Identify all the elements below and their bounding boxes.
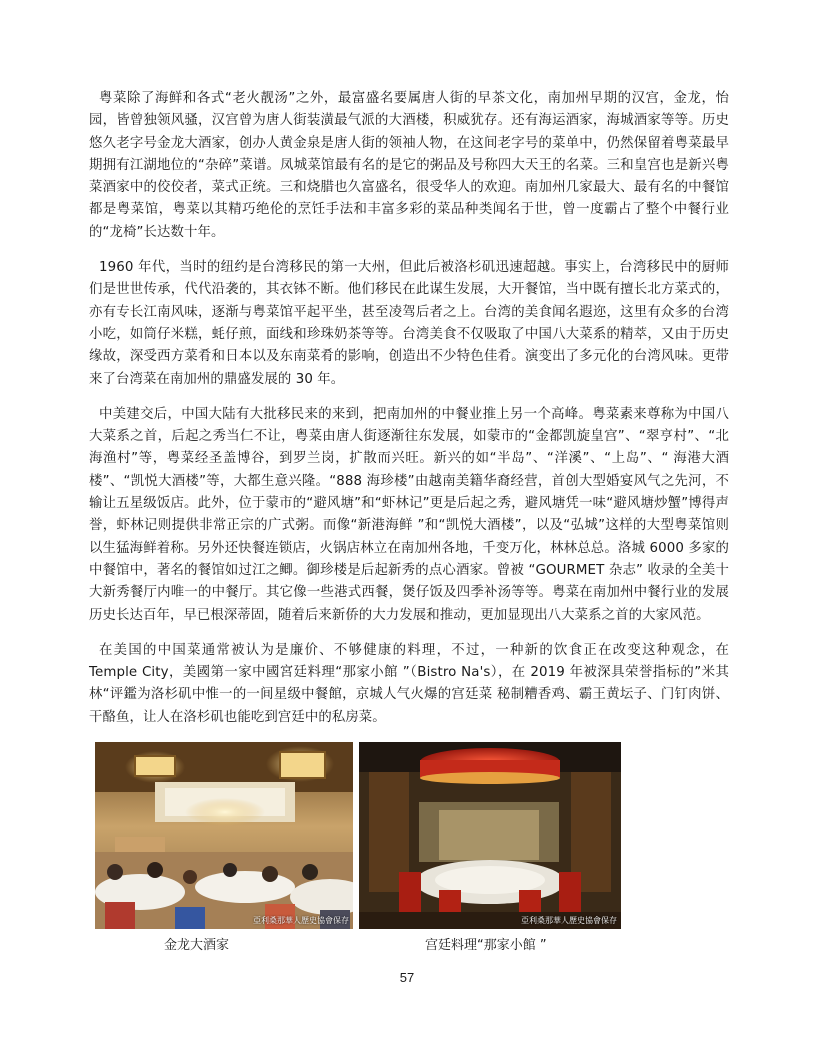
photo-watermark: 亞利桑那華人歷史協會保存 (253, 916, 349, 925)
photo-watermark: 亞利桑那華人歷史協會保存 (521, 916, 617, 925)
paragraph-cantonese-cuisine: 粤菜除了海鲜和各式“老火靓汤”之外，最富盛名要属唐人街的早茶文化，南加州早期的汉宫，金龙，怡园，皆曾独领风骚，汉宫曾为唐人街装潢最气派的大酒楼，积威犹存。还有海运酒家，海城酒家等等。历史悠久老字号金龙大酒家，创办人黄金泉是唐人街的领袖人物，在这间老字号的菜单中，仍然保留着粤菜最早期拥有江湖地位的“杂碎”菜谱。凤城菜馆最有名的是它的粥品及号称四大天王的名菜。三和皇宫也是新兴粤菜酒家中的佼佼者，菜式正统。三和烧腊也久富盛名，很受华人的欢迎。南加州几家最大、最有名的中餐馆都是粤菜馆，粤菜以其精巧绝伦的烹饪手法和丰富多彩的菜品种类闻名于世，曾一度霸占了整个中餐行业的“龙椅”长达数十年。 (89, 91, 729, 240)
restaurant-banquet-hall-image (95, 742, 353, 929)
photo-caption-bistro-na: 宫廷料理“那家小館 ” (425, 938, 547, 953)
photo-bistro-na (359, 742, 621, 929)
photo-golden-dragon-restaurant (95, 742, 353, 929)
photo-caption-golden-dragon: 金龙大酒家 (164, 938, 230, 953)
document-body (89, 88, 729, 742)
page-number: 57 (399, 970, 415, 985)
paragraph-mainland-immigration: 中美建交后，中国大陆有大批移民来的来到，把南加州的中餐业推上另一个高峰。粤菜素来尊称为中国八大菜系之首，后起之秀当仁不让，粤菜由唐人街逐渐往东发展，如蒙市的“金都凯旋皇宫”、“翠亨村”、“北海渔村”等，粤菜经圣盖博谷，到罗兰岗，扩散而兴旺。新兴的如“半岛”、“洋溪”、“上岛”、“ 海港大酒楼”、“凯悦大酒楼”等，大都生意兴隆。“888 海珍楼”由越南美籍华裔经营，首创大型婚宴风气之先河，不输让五星级饭店。此外，位于蒙市的“避风塘”和“虾林记”更是后起之秀，避风塘凭一味“避风塘炒蟹”博得声誉，虾林记则提供非常正宗的广式粥。而像“新港海鲜 ”和“凯悦大酒楼”，以及“弘城”这样的大型粤菜馆则以生猛海鲜着称。另外还快餐连锁店，火锅店林立在南加州各地，千变万化，林林总总。洛城 6000 多家的中餐馆中，著名的餐馆如过江之鲫。御珍楼是后起新秀的点心酒家。曾被 “GOURMET 杂志” 收录的全美十大新秀餐厅内唯一的中餐厅。其它像一些港式西餐，煲仔饭及四季补汤等等。粤菜在南加州中餐行业的发展历史长达百年，早已根深蒂固，随着后来新侨的大力发展和推动，更加显现出八大菜系之首的大家风范。 (89, 406, 729, 623)
private-dining-room-image (359, 742, 621, 929)
paragraph-imperial-cuisine: 在美国的中国菜通常被认为是廉价、不够健康的料理，不过，一种新的饮食正在改变这种观念，在 Temple City，美國第一家中國宮廷料理“那家小館 ”（Bistro Na's），在 2019 年被深具荣誉指标的”米其林“评鑑为洛杉矶中惟一的一间星级中餐館，京城人气火爆的宫廷菜 秘制糟香鸡、霸王黄坛子、门钉肉饼、干酪鱼，让人在洛杉矶也能吃到宫廷中的私房菜。 (89, 642, 729, 725)
paragraph-taiwanese-cuisine: 1960 年代，当时的纽约是台湾移民的第一大州，但此后被洛杉矶迅速超越。事实上，台湾移民中的厨师们是世世传承，代代沿袭的，其衣钵不断。他们移民在此谋生发展，大开餐馆，当中既有擅长北方菜式的，亦有专长江南风味，逐渐与粤菜馆平起平坐，甚至凌驾后者之上。台湾的美食闻名遐迩，这里有众多的台湾小吃，如筒仔米糕，蚝仔煎，面线和珍珠奶茶等等。台湾美食不仅吸取了中国八大菜系的精萃，又由于历史缘故，深受西方菜肴和日本以及东南菜肴的影响，创造出不少特色佳肴。演变出了多元化的台湾风味。更带来了台湾菜在南加州的鼎盛发展的 30 年。 (89, 260, 729, 387)
photo-row (95, 742, 625, 932)
